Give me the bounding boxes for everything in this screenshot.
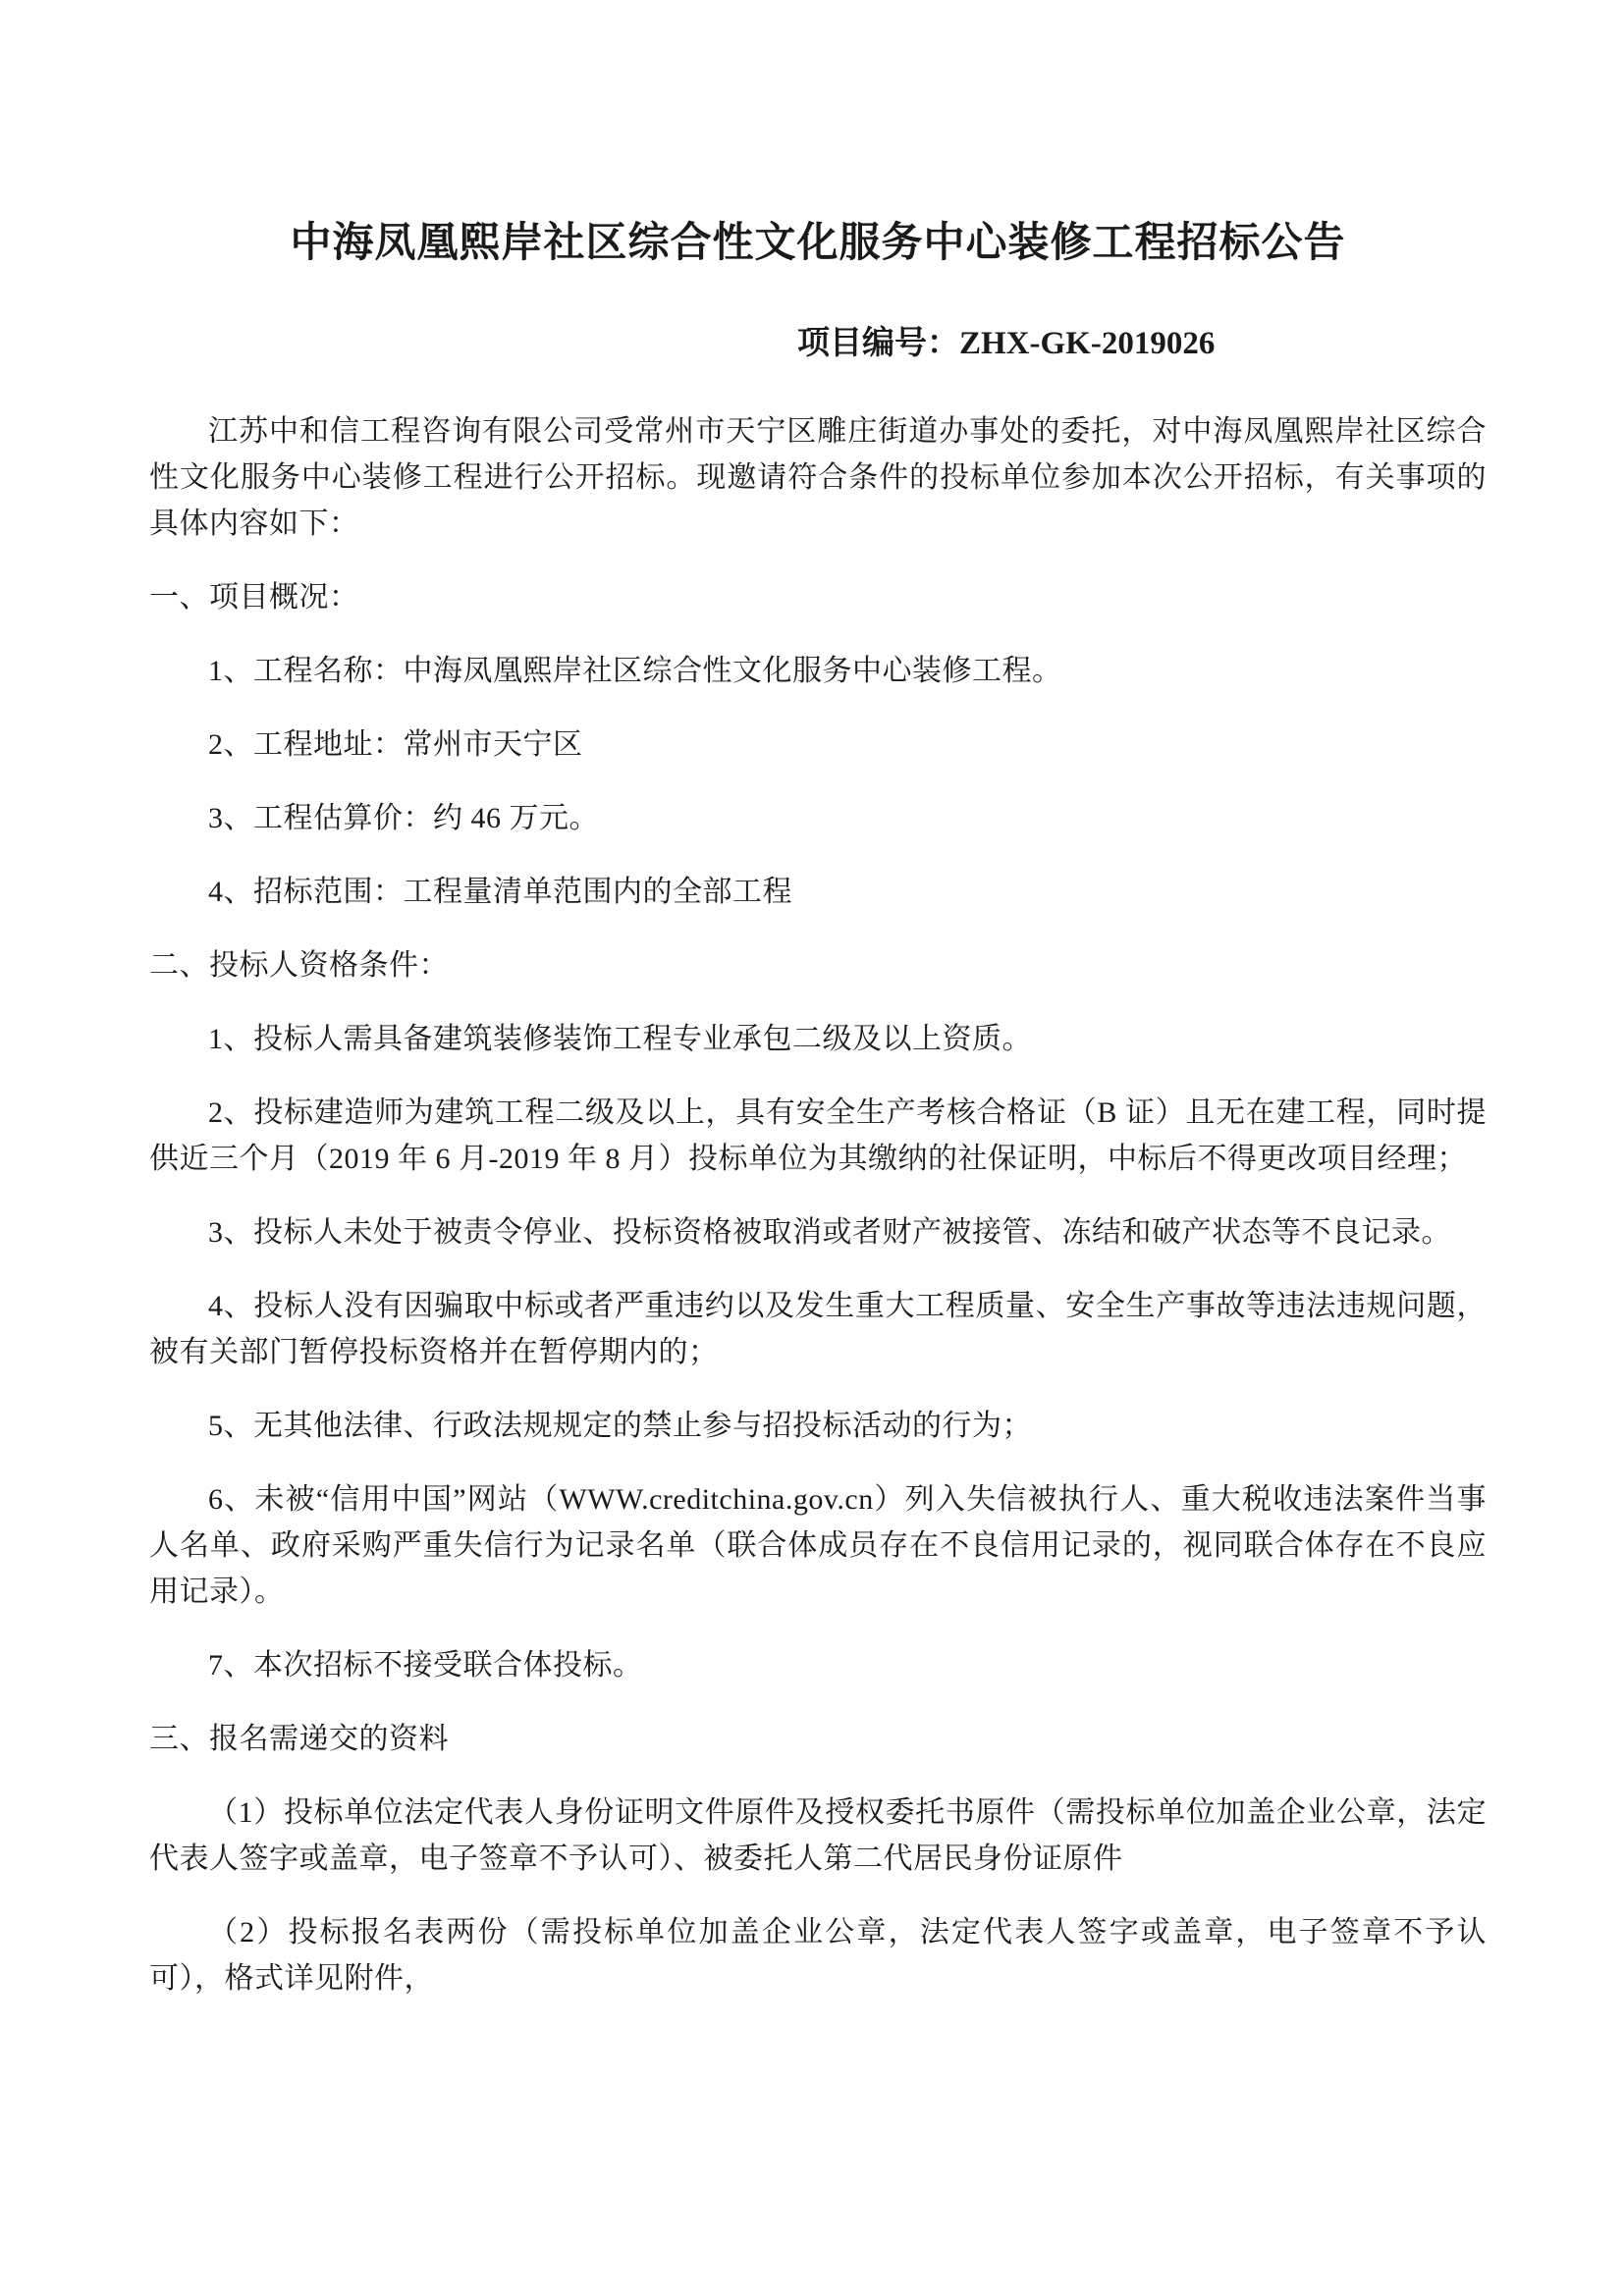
section-3-item-1: （1）投标单位法定代表人身份证明文件原件及授权委托书原件（需投标单位加盖企业公章，法定代表人签字或盖章，电子签章不予认可）、被委托人第二代居民身份证原件 — [149, 1796, 1487, 1875]
section-2-item-4: 4、投标人没有因骗取中标或者严重违约以及发生重大工程质量、安全生产事故等违法违规问题，被有关部门暂停投标资格并在暂停期内的； — [149, 1290, 1487, 1368]
section-1-item-2: 2、工程地址：常州市天宁区 — [208, 728, 583, 761]
section-2-item-2: 2、投标建造师为建筑工程二级及以上，具有安全生产考核合格证（B 证）且无在建工程，同时提供近三个月（2019 年 6 月-2019 年 8 月）投标单位为其缴纳的社保证明，中标后不得更改项目经理； — [149, 1096, 1487, 1175]
section-1-item-1: 1、工程名称：中海凤凰熙岸社区综合性文化服务中心装修工程。 — [208, 655, 1062, 687]
project-number-line — [149, 324, 1487, 363]
section-2-item-1: 1、投标人需具备建筑装修装饰工程专业承包二级及以上资质。 — [208, 1023, 1032, 1055]
section-3-item-2: （2）投标报名表两份（需投标单位加盖企业公章，法定代表人签字或盖章，电子签章不予认可），格式详见附件， — [149, 1916, 1487, 1995]
section-3-heading: 三、报名需递交的资料 — [149, 1723, 449, 1755]
project-number-label: 项目编号： — [797, 326, 959, 361]
section-2-item-7: 7、本次招标不接受联合体投标。 — [208, 1649, 643, 1682]
section-1-item-4: 4、招标范围：工程量清单范围内的全部工程 — [208, 876, 792, 908]
section-1-item-3: 3、工程估算价：约 46 万元。 — [208, 802, 599, 834]
section-2-heading: 二、投标人资格条件： — [149, 949, 449, 982]
section-2-item-3: 3、投标人未处于被责令停业、投标资格被取消或者财产被接管、冻结和破产状态等不良记录。 — [208, 1216, 1451, 1249]
project-number-value: ZHX-GK-2019026 — [959, 326, 1216, 361]
section-2-item-5: 5、无其他法律、行政法规规定的禁止参与招投标活动的行为； — [208, 1410, 1032, 1442]
section-2-item-6: 6、未被“信用中国”网站（WWW.creditchina.gov.cn）列入失信被执行人、重大税收违法案件当事人名单、政府采购严重失信行为记录名单（联合体成员存在不良信用记录的，视同联合体存在不良应用记录）。 — [149, 1483, 1487, 1608]
section-1-heading: 一、项目概况： — [149, 581, 359, 614]
document-title: 中海凤凰熙岸社区综合性文化服务中心装修工程招标公告 — [290, 219, 1346, 265]
intro-paragraph: 江苏中和信工程咨询有限公司受常州市天宁区雕庄街道办事处的委托，对中海凤凰熙岸社区综合性文化服务中心装修工程进行公开招标。现邀请符合条件的投标单位参加本次公开招标，有关事项的具体内容如下： — [149, 415, 1487, 540]
